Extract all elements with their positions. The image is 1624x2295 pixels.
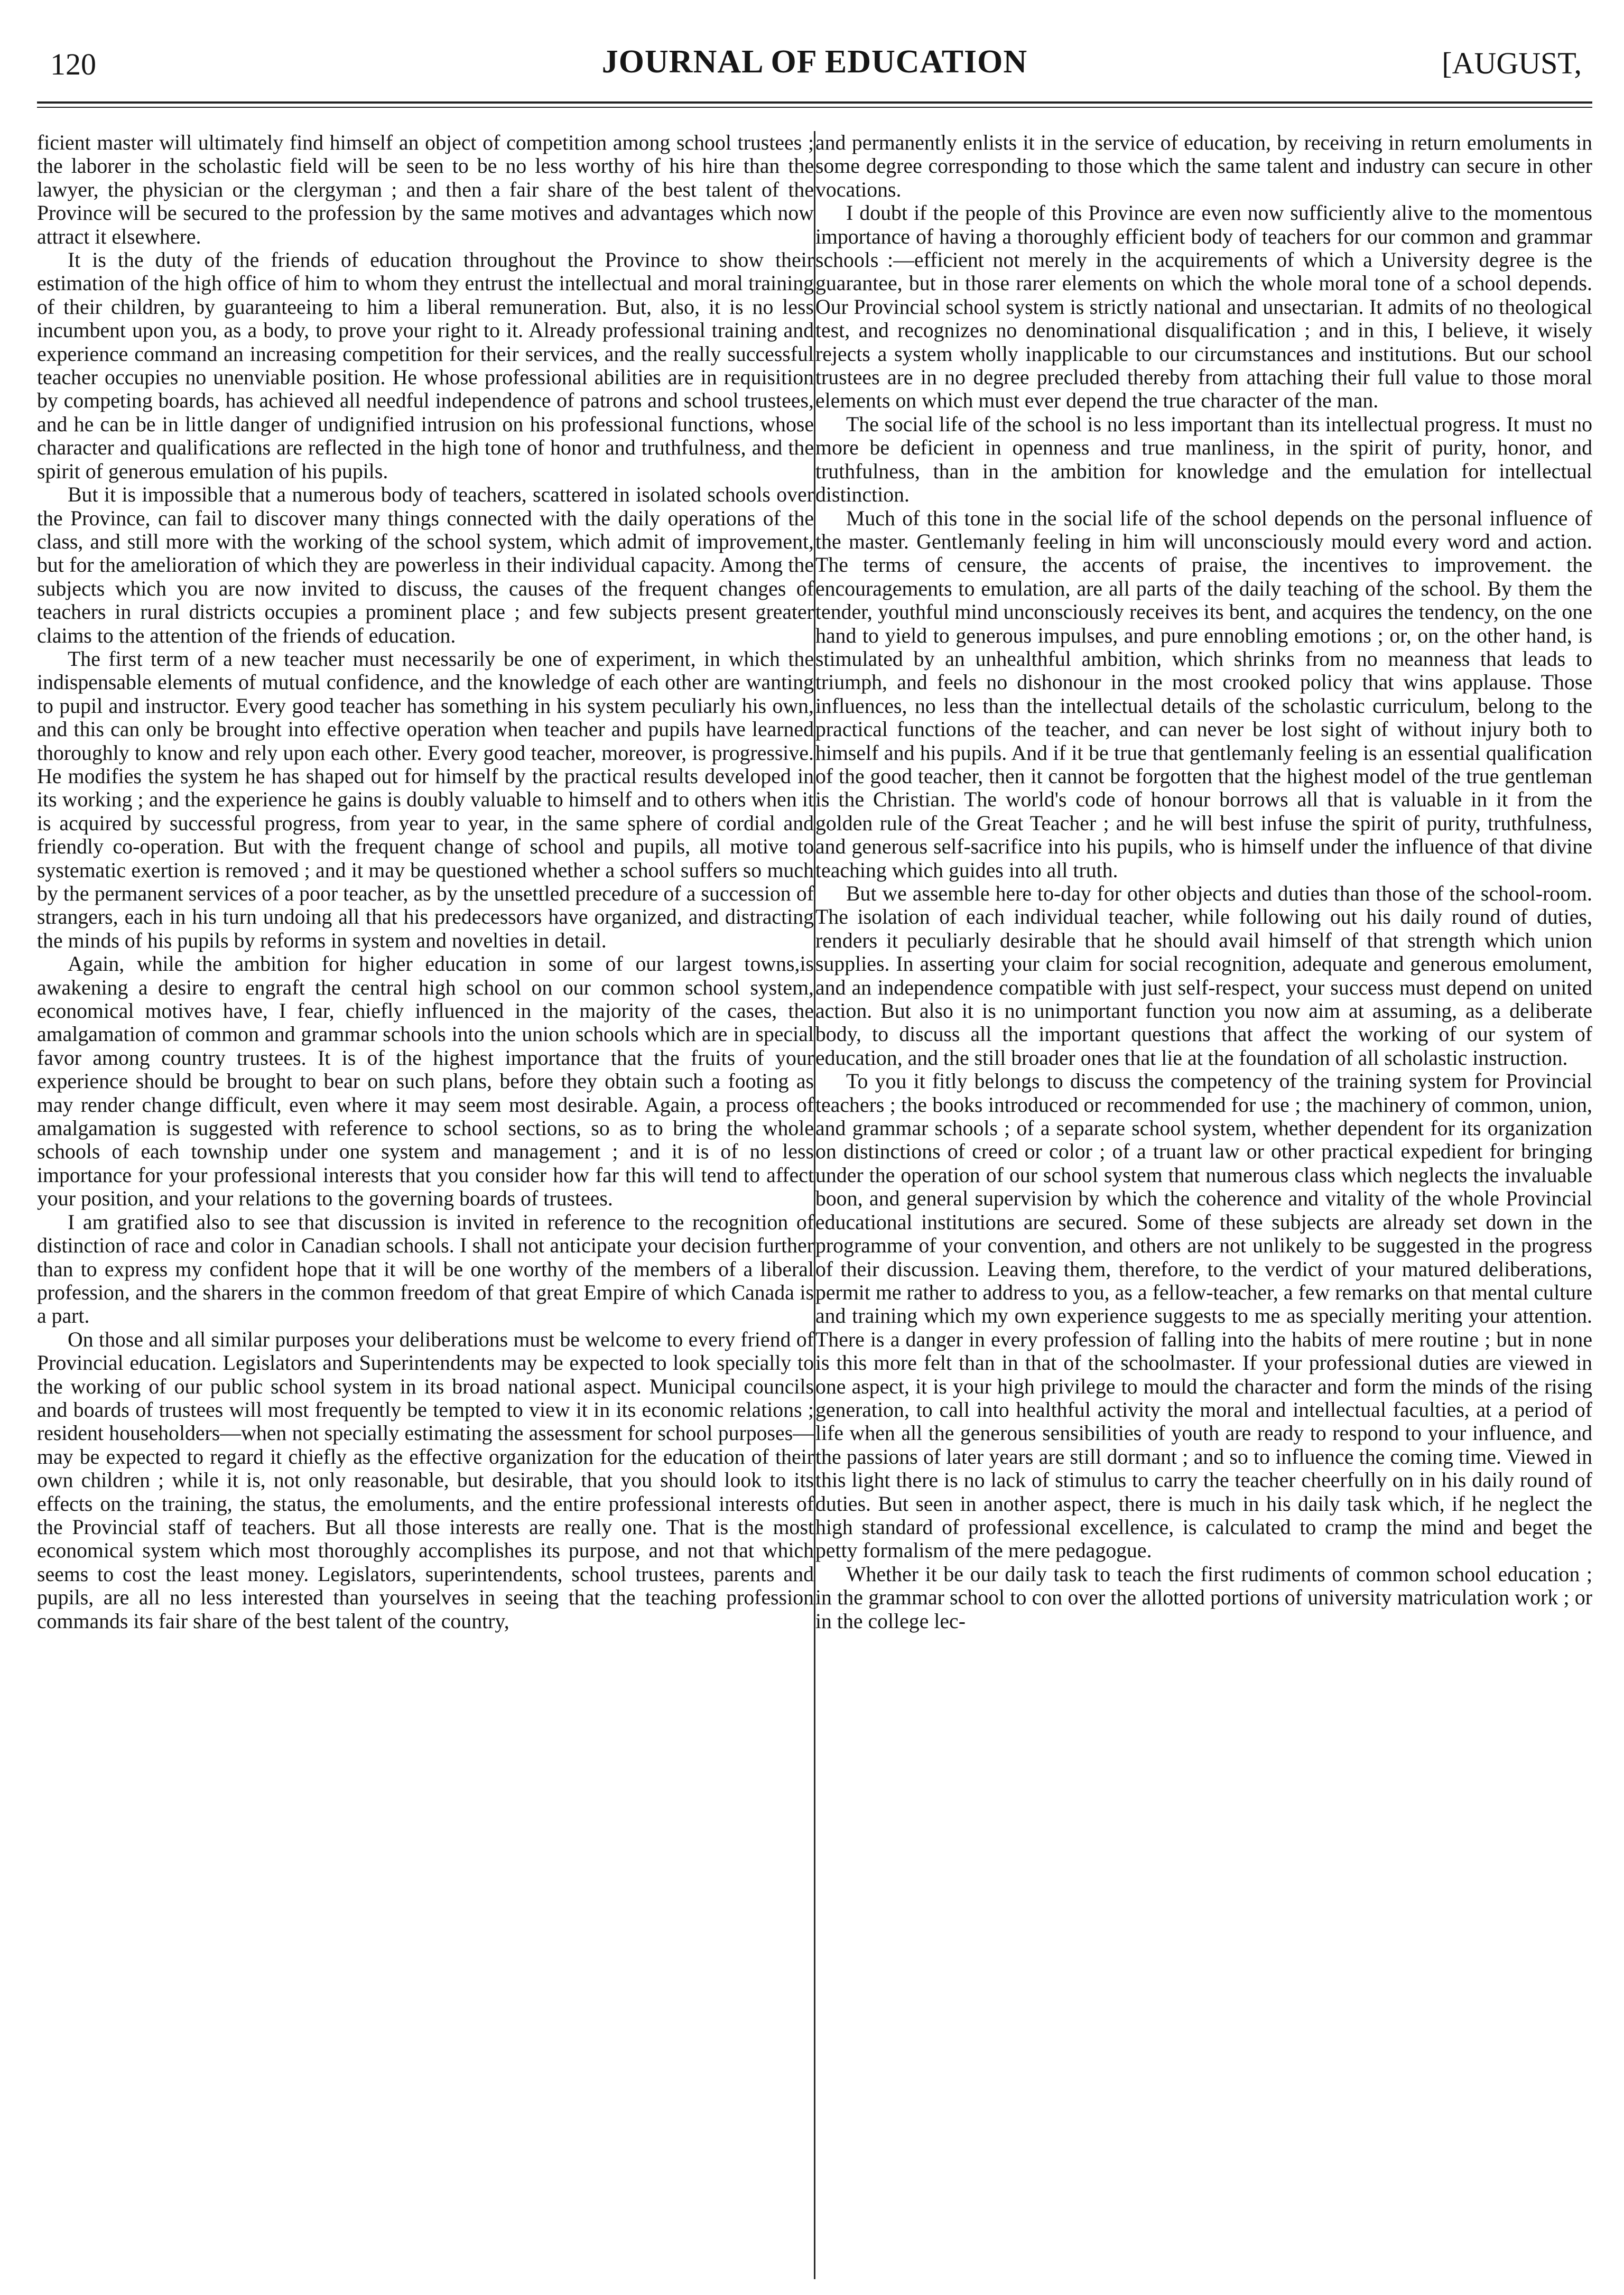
paragraph: It is the duty of the friends of education throughout the Province to show their estimation of the high office of him to whom they entrust the intellectual and moral training of their children, by guaranteeing to him a liberal remuneration. But, also, it is no less incumbent upon you, as a body, to prove your right to it. Already professional training and experience command an increasing competition for their services, and the really successful teacher occupies no unenviable position. He whose professional abilities are in requisition by competing boards, has achieved all needful independence of patrons and school trustees, and he can be in little danger of undignified intrusion on his professional functions, whose character and qualifications are reflected in the high tone of honor and truthfulness, and the spirit of generous emulation of his pupils. <box>37 248 814 483</box>
paragraph: I am gratified also to see that discussion is invited in reference to the recognition of distinction of race and color in Canadian schools. I shall not anticipate your decision further than to express my confident hope that it will be one worthy of the members of a liberal profession, and the sharers in the common freedom of that great Empire of which Canada is a part. <box>37 1210 814 1328</box>
paragraph: On those and all similar purposes your deliberations must be welcome to every friend of Provincial education. Legislators and Superintendents may be expected to look specially to the working of our public school system in its broad national aspect. Municipal councils and boards of trustees will most frequently be tempted to view it in its economic relations ; resident householders—when not specially estimating the assessment for school purposes—may be expected to regard it chiefly as the effective organization for the education of their own children ; while it is, not only reasonable, but desirable, that you should look to its effects on the training, the status, the emoluments, and the entire professional interests of the Provincial staff of teachers. But all those interests are really one. That is the most economical system which most thoroughly accomplishes its purpose, and not that which seems to cost the least money. Legislators, superintendents, school trustees, parents and pupils, are all no less interested than yourselves in seeing that the teaching profession commands its fair share of the best talent of the country, <box>37 1327 814 1633</box>
left-column <box>37 131 814 2279</box>
paragraph: To you it fitly belongs to discuss the competency of the training system for Provincial teachers ; the books introduced or recommended for use ; the machinery of common, union, and grammar schools ; of a separate school system, whether dependent for its organization on distinctions of creed or color ; of a truant law or other practical expedient for bringing under the operation of our school system that numerous class which neglects the invaluable boon, and general supervision by which the coherence and vitality of the whole Provincial educational institutions are secured. Some of these subjects are already set down in the programme of your convention, and others are not unlikely to be suggested in the progress of their discussion. Leaving them, therefore, to the verdict of your matured deliberations, permit me rather to address to you, as a fellow-teacher, a few remarks on that mental culture and training which my own experience suggests to me as specially meriting your attention. There is a danger in every profession of falling into the habits of mere routine ; but in none is this more felt than in that of the schoolmaster. If your professional duties are viewed in one aspect, it is your high privilege to mould the character and form the minds of the rising generation, to call into healthful activity the moral and intellectual faculties, at a period of life when all the generous sensibilities of youth are ready to respond to your influence, and the passions of later years are still dormant ; and so to influence the coming time. Viewed in this light there is no lack of stimulus to carry the teacher cheerfully on in his daily round of duties. But seen in another aspect, there is much in his daily task which, if he neglect the high standard of professional excellence, is calculated to cramp the mind and beget the petty formalism of the mere pedagogue. <box>815 1070 1592 1563</box>
text-columns <box>37 131 1592 2279</box>
header-month: [AUGUST, <box>1442 46 1582 80</box>
paragraph: The first term of a new teacher must necessarily be one of experiment, in which the indispensable elements of mutual confidence, and the knowledge of each other are wanting to pupil and instructor. Every good teacher has something in his system peculiarly his own, and this can only be brought into effective operation when teacher and pupils have learned thoroughly to know and rely upon each other. Every good teacher, moreover, is progressive. He modifies the system he has shaped out for himself by the practical results developed in its working ; and the experience he gains is doubly valuable to himself and to others when it is acquired by successful progress, from year to year, in the same sphere of cordial and friendly co-operation. But with the frequent change of school and pupils, all motive to systematic exertion is removed ; and it may be questioned whether a school suffers so much by the permanent services of a poor teacher, as by the unsettled precedure of a succession of strangers, each in his turn undoing all that his predecessors have organized, and distracting the minds of his pupils by reforms in system and novelties in detail. <box>37 647 814 952</box>
paragraph: Again, while the ambition for higher education in some of our largest towns,is awakening a desire to engraft the central high school on our common school system, economical motives have, I fear, chiefly influenced in the majority of the cases, the amalgamation of common and grammar schools into the union schools which are in special favor among country trustees. It is of the highest importance that the fruits of your experience should be brought to bear on such plans, before they obtain such a footing as may render change difficult, even where it may seem most desirable. Again, a process of amalgamation is suggested with reference to school sections, so as to bring the whole schools of each township under one system and management ; and it is of no less importance for your professional interests that you consider how far this will tend to affect your position, and your relations to the governing boards of trustees. <box>37 952 814 1211</box>
running-header <box>37 33 1592 91</box>
paragraph: I doubt if the people of this Province are even now sufficiently alive to the momentous importance of having a thoroughly efficient body of teachers for our common and grammar schools :—efficient not merely in the acquirements of which a University degree is the guarantee, but in those rarer elements on which the whole moral tone of a school depends. Our Provincial school system is strictly national and unsectarian. It admits of no theological test, and recognizes no denominational disqualification ; and in this, I believe, it wisely rejects a system wholly inapplicable to our circumstances and institutions. But our school trustees are in no degree precluded thereby from attaching their full value to those moral elements on which must ever depend the true character of the man. <box>815 201 1592 413</box>
paragraph: The social life of the school is no less important than its intellectual progress. It must no more be deficient in openness and true manliness, in the spirit of purity, honor, and truthfulness, than in the ambition for knowledge and the emulation for intellectual distinction. <box>815 412 1592 507</box>
right-column <box>815 131 1592 2279</box>
journal-title: JOURNAL OF EDUCATION <box>601 44 1028 80</box>
paragraph: But it is impossible that a numerous body of teachers, scattered in isolated schools over the Province, can fail to discover many things connected with the daily operations of the class, and still more with the working of the school system, which admit of improvement, but for the amelioration of which they are powerless in their individual capacity. Among the subjects which you are now invited to discuss, the causes of the frequent changes of teachers in rural districts occupies a prominent place ; and few subjects present greater claims to the attention of the friends of education. <box>37 483 814 647</box>
paragraph: Whether it be our daily task to teach the first rudiments of common school education ; in the grammar school to con over the allotted portions of university matriculation work ; or in the college lec- <box>815 1562 1592 1633</box>
paragraph: and permanently enlists it in the service of education, by receiving in return emoluments in some degree corresponding to those which the same talent and industry can secure in other vocations. <box>815 131 1592 201</box>
paragraph: But we assemble here to-day for other objects and duties than those of the school-room. The isolation of each individual teacher, while following out his daily round of duties, renders it peculiarly desirable that he should avail himself of that strength which union supplies. In asserting your claim for social recognition, adequate and generous emolument, and an independence compatible with just self-respect, your success must depend on united action. But also it is no unimportant function you now aim at assuming, as a deliberate body, to discuss all the important questions that affect the working of our system of education, and the still broader ones that lie at the foundation of all scholastic instruction. <box>815 882 1592 1070</box>
paragraph: ficient master will ultimately find himself an object of competition among school trustees ; the laborer in the scholastic field will be seen to be no less worthy of his hire than the lawyer, the physician or the clergyman ; and then a fair share of the best talent of the Province will be secured to the profession by the same motives and advantages which now attract it elsewhere. <box>37 131 814 248</box>
header-rule <box>37 101 1592 108</box>
page-number: 120 <box>50 47 96 81</box>
paragraph: Much of this tone in the social life of the school depends on the personal influence of the master. Gentlemanly feeling in him will unconsciously mould every word and action. The terms of censure, the accents of praise, the incentives to improvement. the encouragements to emulation, are all parts of the daily teaching of the school. By them the tender, youthful mind unconsciously receives its bent, and acquires the tendency, on the one hand to yield to generous impulses, and pure ennobling emotions ; or, on the other hand, is stimulated by an unhealthful ambition, which shrinks from no meanness that leads to triumph, and feels no dishonour in the most crooked policy that wins applause. Those influences, no less than the intellectual details of the scholastic curriculum, belong to the practical functions of the teacher, and can never be lost sight of without injury both to himself and his pupils. And if it be true that gentlemanly feeling is an essential qualification of the good teacher, then it cannot be forgotten that the highest model of the true gentleman is the Christian. The world's code of honour borrows all that is valuable in it from the golden rule of the Great Teacher ; and he will best infuse the spirit of purity, truthfulness, and generous self-sacrifice into his pupils, who is himself under the influence of that divine teaching which guides into all truth. <box>815 506 1592 882</box>
